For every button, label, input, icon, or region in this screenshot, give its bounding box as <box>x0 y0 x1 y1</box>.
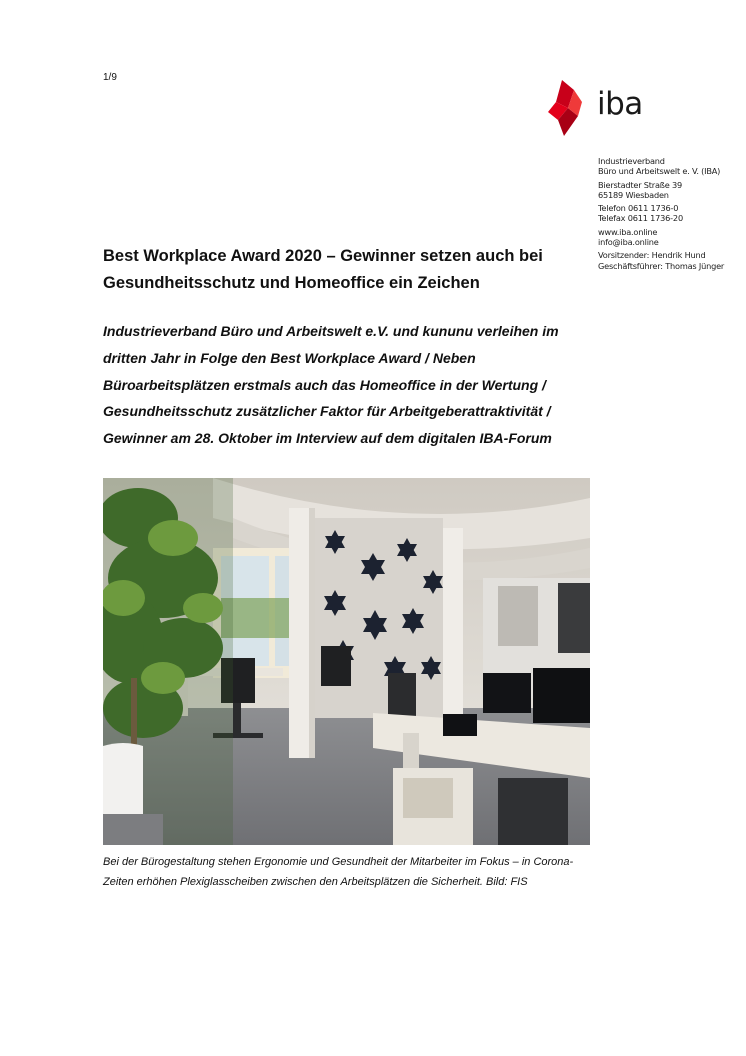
office-photo <box>103 478 590 845</box>
lead-paragraph: Industrieverband Büro und Arbeitswelt e.V. und kununu verleihen im dritten Jahr in Folge den Best Workplace Award / Neben Büroarbeitsplätzen erstmals auch das Homeoffice in der Wertung / Gesundheitsschutz zusätzlicher Faktor für Arbeitgeberattraktivität / Gewinner am 28. Oktober im Interview auf dem digitalen IBA-Forum <box>103 323 559 447</box>
sender-info <box>598 156 724 274</box>
org-name: Industrieverband <box>598 156 665 166</box>
page-number: 1/9 <box>103 72 117 83</box>
photo-caption: Bei der Bürogestaltung stehen Ergonomie und Gesundheit der Mitarbeiter im Fokus – in Corona-Zeiten erhöhen Plexiglasscheiben zwischen den Arbeitsplätzen die Sicherheit. Bild: FIS <box>103 856 574 888</box>
chairman: Vorsitzender: Hendrik Hund <box>598 250 706 261</box>
logo-wordmark: iba <box>597 86 643 122</box>
email-link[interactable]: info@iba.online <box>598 237 659 248</box>
fax: Telefax 0611 1736-20 <box>598 213 683 224</box>
phone: Telefon 0611 1736-0 <box>598 203 679 214</box>
headline: Best Workplace Award 2020 – Gewinner setzen auch bei Gesundheitsschutz und Homeoffice ein Zeichen <box>103 247 543 292</box>
address-city: 65189 Wiesbaden <box>598 189 669 200</box>
org-full-name: Büro und Arbeitswelt e. V. (IBA) <box>598 166 721 177</box>
address-street: Bierstadter Straße 39 <box>598 179 683 190</box>
website-link[interactable]: www.iba.online <box>598 226 658 237</box>
managing-director: Geschäftsführer: Thomas Jünger <box>598 260 725 271</box>
